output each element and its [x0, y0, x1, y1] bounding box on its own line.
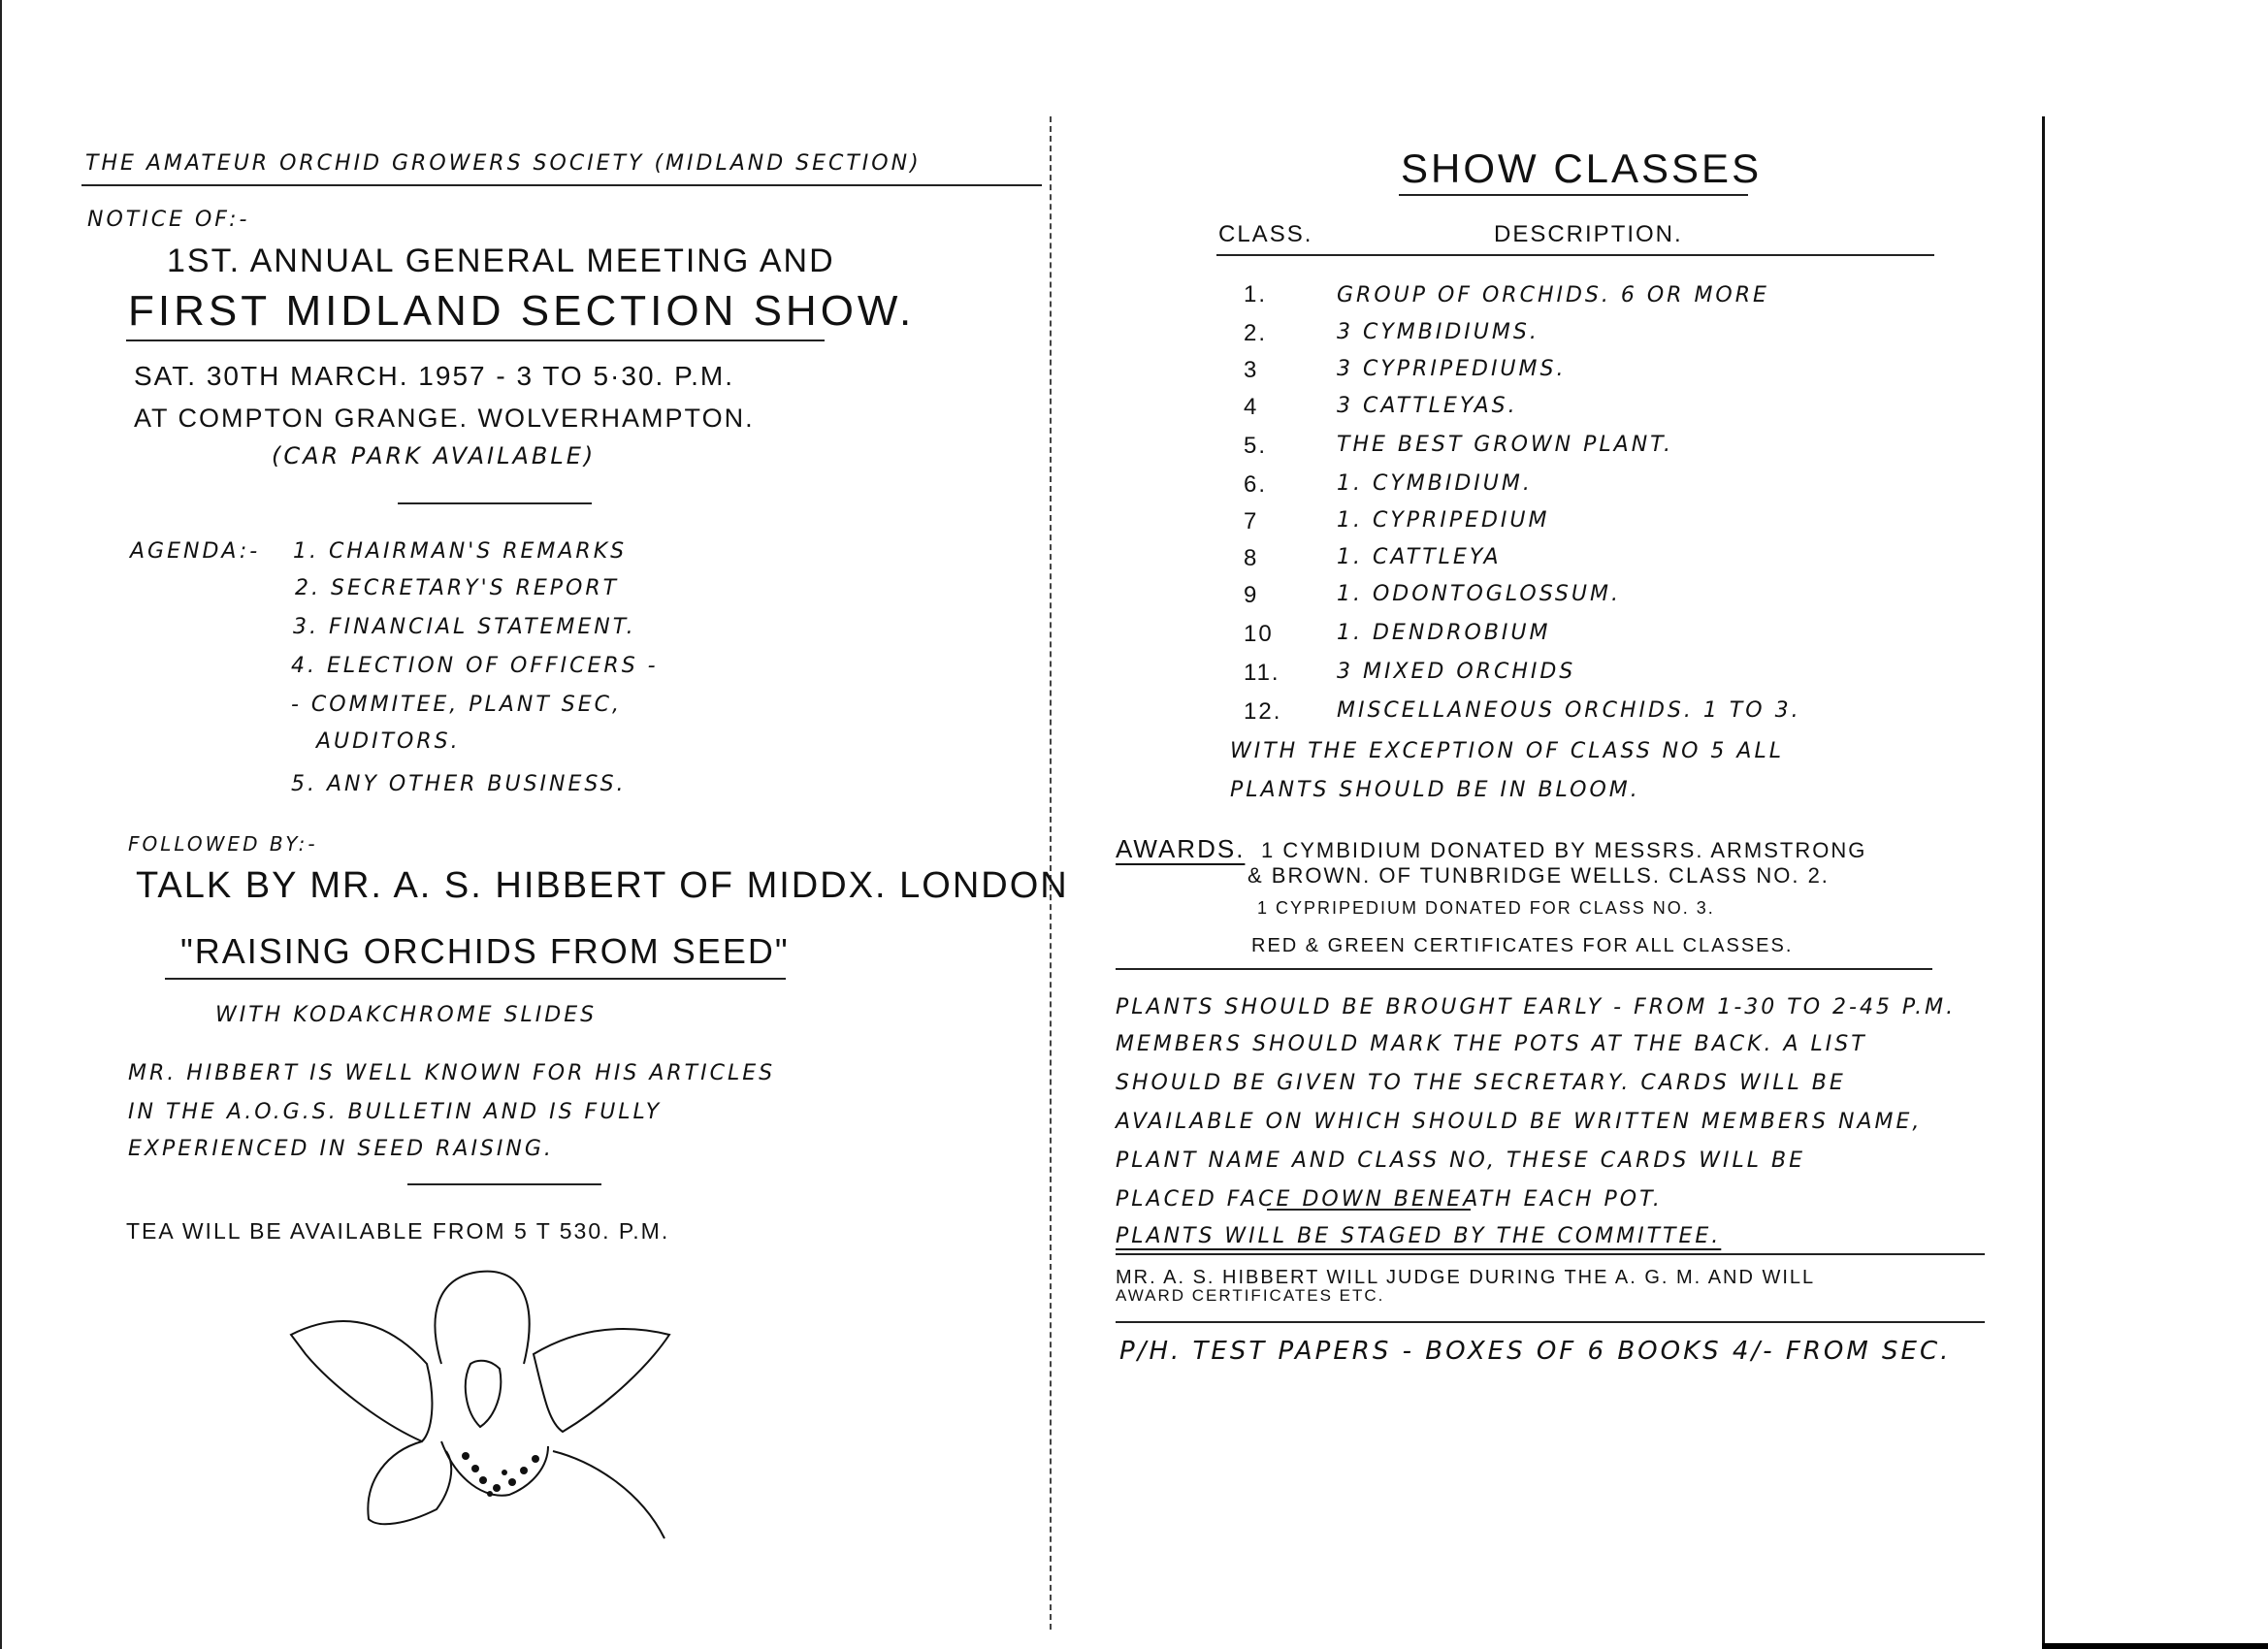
awards-label: AWARDS.: [1116, 834, 1246, 863]
show-classes-underline: [1399, 194, 1748, 196]
bloom-requirement-line: PLANTS SHOULD BE IN BLOOM.: [1230, 778, 1640, 802]
agenda-item: AUDITORS.: [316, 729, 461, 754]
judge-note-line: MR. A. S. HIBBERT WILL JUDGE DURING THE A. G. M. AND WILL: [1116, 1267, 1816, 1288]
class-number: 3: [1244, 357, 1259, 383]
class-number: 2.: [1244, 320, 1268, 346]
talk-speaker-line: TALK BY MR. A. S. HIBBERT OF MIDDX. LONDON: [136, 865, 1069, 906]
agenda-item: 1. CHAIRMAN'S REMARKS: [293, 539, 628, 564]
car-park-note: (CAR PARK AVAILABLE): [272, 442, 597, 469]
judge-note-line: AWARD CERTIFICATES ETC.: [1116, 1286, 1385, 1305]
judge-rule: [1116, 1321, 1985, 1323]
class-description: 3 CATTLEYAS.: [1337, 394, 1518, 418]
speaker-bio-line: EXPERIENCED IN SEED RAISING.: [128, 1137, 554, 1161]
agenda-item: 3. FINANCIAL STATEMENT.: [293, 615, 636, 639]
agenda-item: 4. ELECTION OF OFFICERS -: [291, 654, 659, 678]
divider-ornament: [407, 1183, 601, 1185]
class-number: 5.: [1244, 433, 1268, 459]
class-description: 3 MIXED ORCHIDS: [1337, 660, 1576, 684]
award-line: 1 CYPRIPEDIUM DONATED FOR CLASS NO. 3.: [1257, 898, 1715, 918]
class-number: 10: [1244, 621, 1274, 647]
class-number: 4: [1244, 394, 1259, 420]
meeting-title: 1ST. ANNUAL GENERAL MEETING AND: [167, 242, 835, 279]
tea-note: TEA WILL BE AVAILABLE FROM 5 T 530. P.M.: [126, 1218, 670, 1244]
column-header-description: DESCRIPTION.: [1494, 221, 1683, 247]
society-header: THE AMATEUR ORCHID GROWERS SOCIETY (MIDLAND SECTION): [85, 151, 922, 176]
talk-title: "RAISING ORCHIDS FROM SEED": [180, 931, 790, 971]
orchid-petal-bottom-right: [553, 1451, 664, 1538]
show-title: FIRST MIDLAND SECTION SHOW.: [128, 287, 916, 335]
divider-ornament: [398, 502, 592, 504]
class-description: THE BEST GROWN PLANT.: [1337, 433, 1673, 457]
instruction-line: AVAILABLE ON WHICH SHOULD BE WRITTEN MEMBERS NAME,: [1116, 1110, 1923, 1134]
scan-bottom-bar: [2042, 1643, 2268, 1649]
orchid-column: [466, 1361, 502, 1427]
instruction-line: SHOULD BE GIVEN TO THE SECRETARY. CARDS WILL BE: [1116, 1071, 1846, 1095]
show-title-underline: [126, 340, 825, 341]
staging-note: PLANTS WILL BE STAGED BY THE COMMITTEE.: [1116, 1224, 1722, 1248]
talk-title-underline: [165, 978, 786, 980]
class-number: 6.: [1244, 471, 1268, 498]
class-number: 11.: [1244, 660, 1280, 686]
bloom-requirement-line: WITH THE EXCEPTION OF CLASS NO 5 ALL: [1230, 739, 1784, 763]
speaker-bio-line: IN THE A.O.G.S. BULLETIN AND IS FULLY: [128, 1100, 663, 1124]
class-description: 1. CATTLEYA: [1337, 545, 1502, 569]
instructions-rule: [1116, 1253, 1985, 1255]
test-papers-note: P/H. TEST PAPERS - BOXES OF 6 BOOKS 4/- FROM SEC.: [1119, 1337, 1952, 1366]
orchid-petal-right: [534, 1329, 669, 1432]
face-down-underline: [1267, 1209, 1471, 1211]
class-description: 1. CYMBIDIUM.: [1337, 471, 1533, 496]
column-header-class: CLASS.: [1218, 221, 1313, 247]
agenda-item: 2. SECRETARY'S REPORT: [295, 576, 620, 600]
class-description: 1. CYPRIPEDIUM: [1337, 508, 1550, 533]
instruction-line: PLACED FACE DOWN BENEATH EACH POT.: [1116, 1187, 1663, 1212]
agenda-item: 5. ANY OTHER BUSINESS.: [291, 772, 627, 796]
instruction-line: MEMBERS SHOULD MARK THE POTS AT THE BACK. A LIST: [1116, 1032, 1867, 1056]
page-right-border: [2042, 116, 2045, 1649]
class-number: 7: [1244, 508, 1259, 534]
award-line: RED & GREEN CERTIFICATES FOR ALL CLASSES.: [1251, 935, 1794, 956]
class-number: 8: [1244, 545, 1259, 571]
followed-by-label: FOLLOWED BY:-: [128, 832, 318, 856]
class-description: 3 CYPRIPEDIUMS.: [1337, 357, 1567, 381]
show-classes-title: SHOW CLASSES: [1401, 146, 1763, 191]
agenda-label: AGENDA:-: [130, 539, 261, 564]
class-description: MISCELLANEOUS ORCHIDS. 1 TO 3.: [1337, 698, 1801, 723]
event-date-time: SAT. 30TH MARCH. 1957 - 3 TO 5·30. P.M.: [134, 361, 735, 391]
agenda-item: - COMMITEE, PLANT SEC,: [291, 693, 622, 717]
page-left-edge: [0, 0, 2, 1649]
header-rule: [81, 184, 1042, 186]
class-number: 12.: [1244, 698, 1282, 725]
awards-rule: [1116, 968, 1932, 970]
orchid-illustration: [272, 1257, 679, 1548]
class-description: 1. ODONTOGLOSSUM.: [1337, 582, 1621, 606]
class-description: 1. DENDROBIUM: [1337, 621, 1551, 645]
class-description: GROUP OF ORCHIDS. 6 OR MORE: [1337, 283, 1769, 307]
class-description: 3 CYMBIDIUMS.: [1337, 320, 1539, 344]
slides-note: WITH KODAKCHROME SLIDES: [215, 1003, 598, 1027]
column-header-rule: [1216, 254, 1934, 256]
instruction-line: PLANT NAME AND CLASS NO, THESE CARDS WILL BE: [1116, 1148, 1806, 1173]
award-line: 1 CYMBIDIUM DONATED BY MESSRS. ARMSTRONG: [1261, 838, 1867, 862]
orchid-petal-top: [435, 1272, 529, 1364]
event-venue: AT COMPTON GRANGE. WOLVERHAMPTON.: [134, 404, 755, 433]
orchid-petal-left: [291, 1321, 432, 1441]
notice-of-label: NOTICE OF:-: [87, 208, 250, 232]
orchid-lip-spots: [462, 1452, 539, 1497]
class-number: 9: [1244, 582, 1259, 608]
instruction-line: PLANTS SHOULD BE BROUGHT EARLY - FROM 1-30 TO 2-45 P.M.: [1116, 995, 1957, 1019]
speaker-bio-line: MR. HIBBERT IS WELL KNOWN FOR HIS ARTICLES: [128, 1061, 776, 1085]
orchid-petal-bottom-left: [368, 1441, 451, 1524]
class-number: 1.: [1244, 281, 1268, 307]
award-line: & BROWN. OF TUNBRIDGE WELLS. CLASS NO. 2.: [1247, 863, 1830, 888]
